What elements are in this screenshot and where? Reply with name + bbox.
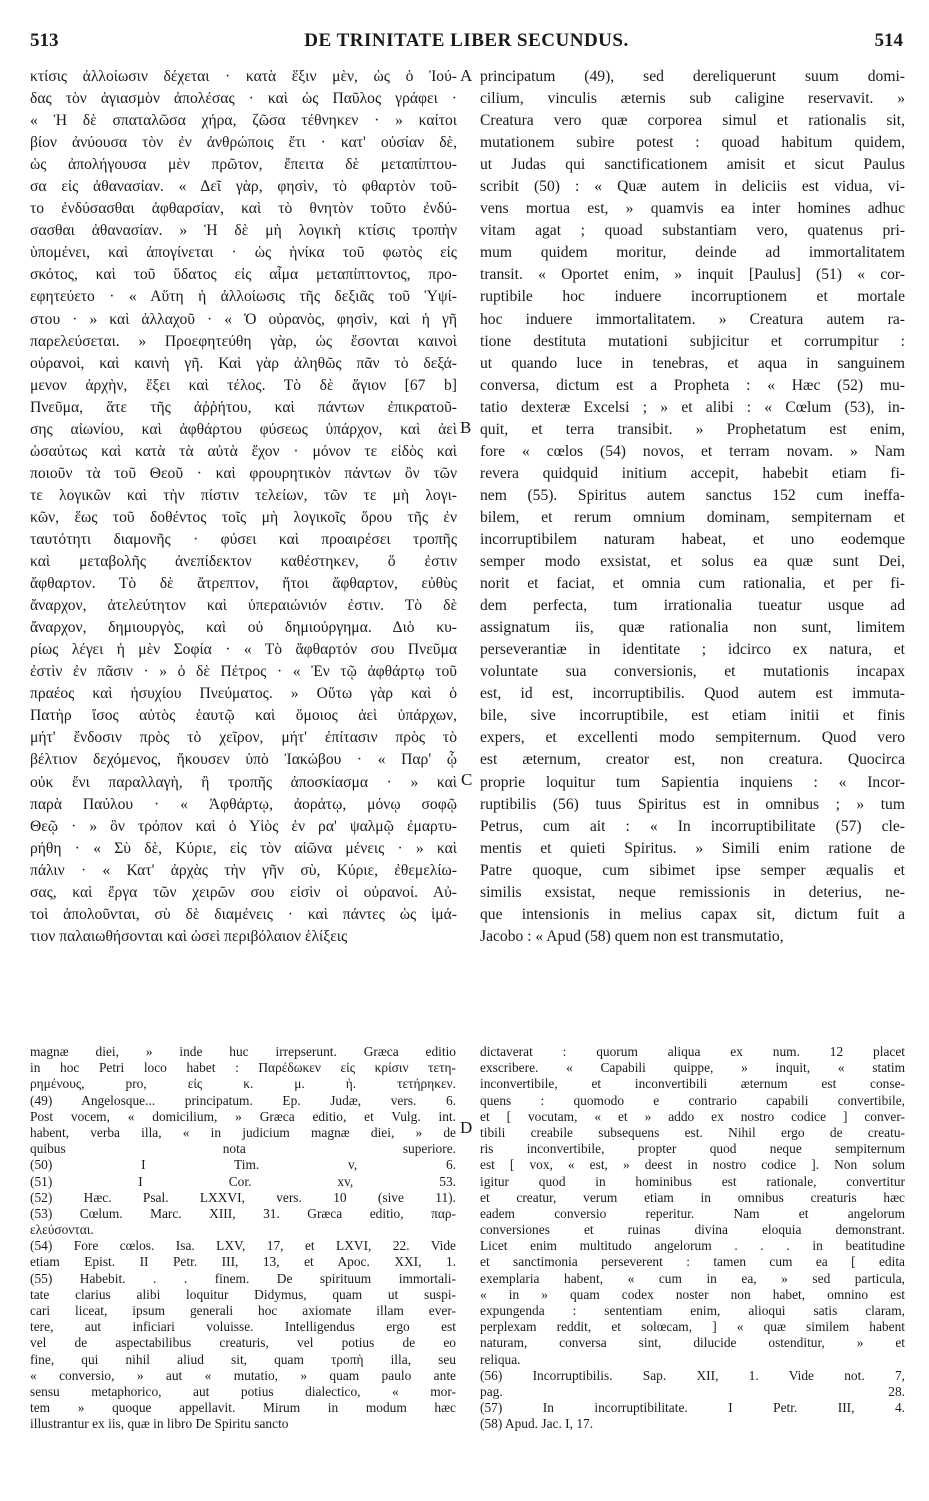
- latin-text-line: cilium, vinculis æternis sub caligine reservavit. »: [480, 90, 905, 108]
- greek-text-line: το ἐνδύσασθαι ἀφθαρσίαν, καὶ τὸ θνητὸν τοῦτο ἐνδύ-: [30, 200, 457, 218]
- greek-text-line: κῶν, ἕως τοῦ δοθέντος τοῖς μὴ λογικοῖς ὅρου τῆς ἐν: [30, 508, 457, 526]
- latin-text-line: semper modo exsistat, et solus ea quæ sunt Dei,: [480, 553, 905, 571]
- footnote-line: (57) In incorruptibilitate. I Petr. III, 4.: [480, 1400, 905, 1416]
- footnote-line: quibus nota superiore.: [30, 1141, 456, 1157]
- margin-marker-a: A: [460, 66, 473, 85]
- greek-text-line: παρὰ Παύλου · « Ἀφθάρτῳ, ἀοράτῳ, μόνῳ σοφῷ: [30, 795, 457, 813]
- footnote-line: habent, verba illa, « in judicium magnæ diei, » de: [30, 1124, 456, 1140]
- latin-text-line: ruptibile hoc induere incorruptionem et mortale: [480, 288, 905, 306]
- greek-text-line: ὑπομένει, καὶ ἀπογίνεται · ὡς ἡνίκα τοῦ φωτὸς εἰς: [30, 244, 457, 262]
- footnote-line: sensu metaphorico, aut potius dialectico, « mor-: [30, 1383, 456, 1399]
- greek-text-line: ἐστὶν ἐν πᾶσιν · » ὁ δὲ Πέτρος · « Ἐν τῷ ἀφθάρτῳ τοῦ: [30, 663, 457, 681]
- latin-text-line: Patre quoque, cum sibimet ipse semper æqualis et: [480, 861, 905, 879]
- greek-text-line: τιον παλαιωθήσονται καὶ ὡσεὶ περιβόλαιον ἑλίξεις: [30, 927, 348, 945]
- footnote-line: exemplaria habent, « cum in ea, » sed particula,: [480, 1270, 905, 1286]
- footnote-line: Post vocem, « domicilium, » Græca editio, et Vulg. int.: [30, 1108, 456, 1124]
- latin-text-line: mutationem subire potest : quoad habitum quidem,: [480, 134, 905, 152]
- greek-text-line: καὶ μεταβολῆς ἀνεπίδεκτον καθέστηκεν, ὅ ἐστιν: [30, 553, 457, 571]
- footnote-line: est [ vox, « est, » deest in nostro codice ]. Non solum: [480, 1157, 905, 1173]
- footnote-line: exscribere. « Capabili quippe, » inquit, « statim: [480, 1060, 905, 1076]
- greek-text-line: σα εἰς ἀθανασίαν. « Δεῖ γὰρ, φησὶν, τὸ φθαρτὸν τοῦ-: [30, 178, 457, 196]
- footnote-line: ελεύσονται.: [30, 1222, 94, 1238]
- footnote-line: (53) Cœlum. Marc. XIII, 31. Græca editio, παρ-: [30, 1205, 456, 1221]
- footnote-line: fine, qui nihil aliud sit, quam τροπὴ illa, seu: [30, 1351, 456, 1367]
- greek-text-line: μήτ' ἔνδοσιν πρὸς τὸ χεῖρον, μήτ' ἐπίτασιν πρὸς τὸ: [30, 729, 457, 747]
- greek-text-line: ὡσαύτως καὶ κατὰ τὰ αὐτὰ ἔχον · μόνον τε εἰδὸς καὶ: [30, 442, 457, 460]
- greek-text-line: οὐρανοὶ, καὶ καινὴ γῆ. Καὶ γὰρ ἀληθῶς πᾶν τὸ δεξά-: [30, 354, 457, 372]
- latin-text-line: tione destituta mutationi subjicitur et corrumpitur :: [480, 332, 905, 350]
- greek-text-line: σασθαι ἀθανασίαν. » Ἡ δὲ μὴ λογικὴ κτίσις τροπὴν: [30, 222, 457, 240]
- latin-text-line: bilem, et rerum omnium dominam, sempiternam et: [480, 508, 905, 526]
- footnote-line: et creatur, verum etiam in omnibus creaturis hæc: [480, 1189, 905, 1205]
- footnote-line: (49) Angelosque... principatum. Ep. Judæ, vers. 6.: [30, 1092, 456, 1108]
- footnote-line: (54) Fore cœlos. Isa. LXV, 17, et LXVI, 22. Vide: [30, 1238, 456, 1254]
- footnote-line: tem » quoque appellavit. Mirum in modum hæc: [30, 1400, 456, 1416]
- greek-text-line: σας, καὶ ἔργα τῶν χειρῶν σου εἰσὶν οἱ οὐρανοί. Αὐ-: [30, 883, 457, 901]
- footnote-line: quens : quomodo e contrario capabili convertibile,: [480, 1092, 905, 1108]
- greek-text-line: « Ἡ δὲ σπαταλῶσα χήρα, ζῶσα τέθνηκεν · » καίτοι: [30, 112, 457, 130]
- greek-text-line: ἄναρχον, δημιουργὸς, καὶ οὐ δημιούργημα. Διὸ κυ-: [30, 619, 457, 637]
- latin-text-line: hoc induere immortalitatem. » Creatura autem ra-: [480, 310, 905, 328]
- latin-text-line: incorruptibilem naturam habeat, et uno eodemque: [480, 530, 905, 548]
- greek-text-line: κτίσις ἀλλοίωσιν δέχεται · κατὰ ἕξιν μὲν, ὡς ὁ Ἰού-: [30, 68, 457, 85]
- footnote-line: ris inconvertibile, propter quod neque sempiternum: [480, 1141, 905, 1157]
- latin-text-line: mentis et quieti Spiritus. » Simili enim ratione de: [480, 839, 905, 857]
- latin-text-line: est æternum, creator est, non creatura. Quocirca: [480, 751, 905, 769]
- footnote-line: « conversio, » aut « mutatio, » quam paulo ante: [30, 1367, 456, 1383]
- footnotes-left-column: [30, 1044, 456, 1433]
- margin-marker-d: D: [460, 1118, 473, 1137]
- footnote-line: illustrantur ex iis, quæ in libro De Spiritu sancto: [30, 1416, 289, 1432]
- footnote-line: eadem conversio reperitur. Nam et angelorum: [480, 1205, 905, 1221]
- greek-text-line: ταυτότητι διαμονῆς · φύσει καὶ προαιρέσει τροπῆς: [30, 530, 457, 548]
- latin-text-line: Petrus, cum ait : « In incorruptibilitate (57) cle-: [480, 817, 905, 835]
- latin-text-line: quit, et terra transibit. » Prophetatum est enim,: [480, 420, 905, 438]
- latin-text-line: ruptibilis (56) tuus Spiritus est in omnibus ; » tum: [480, 795, 905, 813]
- latin-text-line: scribit (50) : « Quæ autem in deliciis est vidua, vi-: [480, 178, 905, 196]
- footnote-line: tere, aut inficiari voluisse. Intelligendus ergo est: [30, 1319, 456, 1335]
- page-number-right: 514: [874, 30, 903, 51]
- footnote-line: ρημένους, pro, εἰς κ. μ. ἡ. τετήρηκεν.: [30, 1076, 456, 1092]
- footnote-line: Licet enim multitudo angelorum . . . in beatitudine: [480, 1238, 905, 1254]
- latin-text-line: voluntate sua conversionis, et mutationis incapax: [480, 663, 905, 681]
- latin-text-line: que intensionis in melius capax sit, dictum fuit a: [480, 905, 905, 923]
- greek-text-line: πάλιν · « Κατ' ἀρχὰς τὴν γῆν σὺ, Κύριε, ἐθεμελίω-: [30, 861, 457, 879]
- footnote-line: perplexam reddit, et solœcam, ] « quæ similem habent: [480, 1319, 905, 1335]
- footnote-line: (51) I Cor. xv, 53.: [30, 1173, 456, 1189]
- latin-text-line: vens mortua est, » quamvis ea inter homines adhuc: [480, 200, 905, 218]
- margin-marker-c: C: [461, 770, 473, 789]
- page-number-left: 513: [30, 30, 59, 51]
- latin-text-line: Creatura vero quæ corporea simul et rationalis sit,: [480, 112, 905, 130]
- greek-text-line: εφητεύετο · « Αὕτη ἡ ἀλλοίωσις τῆς δεξιᾶς τοῦ Ὑψί-: [30, 288, 457, 306]
- latin-text-line: dem perfecta, tum irrationalia tueatur usque ad: [480, 597, 905, 615]
- footnote-line: naturam, conversa sint, dilucide ostenditur, » et: [480, 1335, 905, 1351]
- footnote-line: conversiones et ruinas divina eloquia demonstrant.: [480, 1222, 905, 1238]
- greek-text-line: βέλτιον δεχόμενος, ἤκουσεν ὑπὸ Ἰακώβου · « Παρ' ᾧ: [30, 751, 457, 769]
- greek-text-line: πραέος καὶ ἡσυχίου Πνεύματος. » Οὕτω γὰρ καὶ ὁ: [30, 685, 457, 703]
- latin-text-column: [480, 66, 905, 948]
- footnote-line: etiam Epist. II Petr. III, 13, et Apoc. XXI, 1.: [30, 1254, 456, 1270]
- footnotes-right-column: [480, 1044, 905, 1433]
- latin-text-line: transit. « Oportet enim, » inquit [Paulus] (51) « cor-: [480, 266, 905, 284]
- footnote-line: pag. 28.: [480, 1383, 905, 1399]
- greek-text-line: ἄναρχον, ἀτελεύτητον καὶ ὑπεραιώνιόν ἐστιν. Τὸ δὲ: [30, 597, 457, 615]
- footnote-line: reliqua.: [480, 1351, 521, 1367]
- footnote-line: expungenda : sententiam enim, alioqui satis claram,: [480, 1303, 905, 1318]
- latin-text-line: tatio dexteræ Excelsi ; » et alibi : « Cœlum (53), in-: [480, 398, 905, 416]
- latin-text-line: Jacobo : « Apud (58) quem non est transmutatio,: [480, 927, 784, 945]
- latin-text-line: est, id est, incorruptibilis. Quod autem est immuta-: [480, 685, 905, 703]
- greek-text-line: Θεῷ · » ὃν τρόπον καὶ ὁ Υἱὸς ἐν ρα' ψαλμῷ ἐμαρτυ-: [30, 817, 457, 835]
- greek-text-line: τε λογικῶν καὶ τὴν πίστιν τελείων, τῶν τε μὴ λογι-: [30, 486, 457, 504]
- latin-text-line: norit et faciat, et omnia cum rationalia, et per fi-: [480, 575, 905, 593]
- greek-text-line: παρελεύσεται. » Προεφητεύθη γὰρ, ὡς ἔσονται καινοὶ: [30, 332, 457, 350]
- footnote-line: (50) I Tim. v, 6.: [30, 1157, 456, 1173]
- greek-text-column: [30, 66, 457, 948]
- greek-text-line: τοὶ ἀπολοῦνται, σὺ δὲ διαμένεις · καὶ πάντες ὡς ἱμά-: [30, 905, 457, 923]
- footnote-line: tibili creabile subsequens est. Nihil ergo de creatu-: [480, 1124, 905, 1140]
- greek-text-line: βίον ἀνύουσα τὸν ἐν ἀνθρώποις ἔτι · κατ' οὐσίαν δὲ,: [30, 134, 457, 152]
- greek-text-line: οὐκ ἔνι παραλλαγὴ, ἢ τροπῆς ἀποσκίασμα · » καὶ: [30, 773, 457, 791]
- greek-text-line: Πνεῦμα, ἅτε τῆς ἀῤῥήτου, καὶ πάντων ἐπικρατοῦ-: [30, 398, 457, 416]
- footnote-line: « in » quam codex noster non habet, omnino est: [480, 1286, 905, 1302]
- margin-marker-b: B: [460, 418, 472, 437]
- greek-text-line: στου · » καὶ ἀλλαχοῦ · « Ὁ οὐρανὸς, φησὶν, καὶ ἡ γῆ: [30, 310, 457, 328]
- greek-text-line: σκότος, καὶ τοῦ ὕδατος εἰς αἷμα μεταπίπτοντος, προ-: [30, 266, 457, 284]
- latin-text-line: perseverantiæ in identitate ; idcirco ex natura, et: [480, 641, 905, 659]
- footnote-line: et sanctimonia perseverent : tamen cum ea [ edita: [480, 1254, 905, 1270]
- footnote-line: (55) Habebit. . . finem. De spirituum immortali-: [30, 1270, 456, 1286]
- greek-text-line: ρήθη · « Σὺ δὲ, Κύριε, εἰς τὸν αἰῶνα μένεις · » καὶ: [30, 839, 457, 857]
- footnote-line: vel de aspectabilibus creaturis, vel potius de eo: [30, 1335, 456, 1351]
- latin-text-line: similis exsistat, neque remissionis in deterius, ne-: [480, 883, 905, 901]
- footnote-line: inconvertibile, et inconvertibili æternum est conse-: [480, 1076, 905, 1092]
- latin-text-line: bile, sive incorruptibile, est etiam initii et finis: [480, 707, 905, 725]
- latin-text-line: principatum (49), sed dereliquerunt suum domi-: [480, 68, 905, 85]
- greek-text-line: ποιοῦν τὰ τοῦ Θεοῦ · καὶ φρουρητικὸν πάντων ὂν τῶν: [30, 464, 457, 482]
- footnote-line: dictaverat : quorum aliqua ex num. 12 placet: [480, 1044, 905, 1059]
- latin-text-line: mum quidem moritur, deinde ad immortalitatem: [480, 244, 905, 262]
- footnote-line: igitur quod in hominibus est rationale, convertitur: [480, 1173, 905, 1189]
- greek-text-line: δας τὸν ἁγιασμὸν ἀπολέσας · καὶ ὡς Παῦλος γράφει ·: [30, 90, 457, 108]
- footnote-line: in hoc Petri loco habet : Παρέδωκεν εἰς κρίσιν τετη-: [30, 1060, 456, 1076]
- footnote-line: cari liceat, ipsum generali hoc axiomate illam ever-: [30, 1303, 456, 1318]
- footnote-line: et [ vocutam, « et » addo ex nostro codice ] conver-: [480, 1108, 905, 1124]
- greek-text-line: ρίως λέγει ἡ μὲν Σοφία · « Τὸ ἄφθαρτόν σου Πνεῦμα: [30, 641, 457, 659]
- greek-text-line: σης αἰωνίου, καὶ ἀφθάρτου φύσεως ὑπάρχον, καὶ ἀεὶ: [30, 420, 457, 438]
- latin-text-line: ut quando luce in tenebras, et aqua in sanguinem: [480, 354, 905, 372]
- footnote-line: (52) Hæc. Psal. LXXVI, vers. 10 (sive 11).: [30, 1189, 456, 1205]
- latin-text-line: revera quidquid initium accepit, habebit etiam fi-: [480, 464, 905, 482]
- latin-text-line: proprie loquitur tum Sapientia inquiens : « Incor-: [480, 773, 905, 791]
- footnote-line: (58) Apud. Jac. I, 17.: [480, 1416, 594, 1432]
- greek-text-line: ὡς ἀπολήγουσα μὲν πρῶτον, ἔπειτα δὲ μεταπίπτου-: [30, 156, 457, 174]
- latin-text-line: nem (55). Spiritus autem sanctus 152 cum ineffa-: [480, 486, 905, 504]
- running-header: [30, 30, 903, 54]
- latin-text-line: expers, et excellenti modo sempiternum. Quod vero: [480, 729, 905, 747]
- latin-text-line: assignatum iis, quæ rationalia non sunt, limitem: [480, 619, 905, 637]
- footnote-line: tate clarius alibi loquitur Didymus, quam ut suspi-: [30, 1286, 456, 1302]
- latin-text-line: fore « cœlos (54) novos, et terram novam. » Nam: [480, 442, 905, 460]
- greek-text-line: Πατὴρ ἴσος αὐτὸς ἑαυτῷ καὶ ὅμοιος ἀεὶ ὑπάρχων,: [30, 707, 457, 725]
- running-title: DE TRINITATE LIBER SECUNDUS.: [304, 30, 629, 51]
- latin-text-line: vitam agat ; quoad substantiam vero, quatenus pri-: [480, 222, 905, 240]
- latin-text-line: conversa, dictum est a Propheta : « Hæc (52) mu-: [480, 376, 905, 394]
- footnote-line: magnæ diei, » inde huc irrepserunt. Græca editio: [30, 1044, 456, 1059]
- greek-text-line: ἄφθαρτον. Τὸ δὲ ἄτρεπτον, ἤτοι ἄφθαρτον, εὐθὺς: [30, 575, 457, 593]
- greek-text-line: μενον ἀρχὴν, ἕξει καὶ τέλος. Τὸ δὲ ἅγιον [67 b]: [30, 376, 457, 394]
- latin-text-line: ut Judas qui sanctificationem amisit et sicut Paulus: [480, 156, 905, 174]
- footnote-line: (56) Incorruptibilis. Sap. XII, 1. Vide not. 7,: [480, 1367, 905, 1383]
